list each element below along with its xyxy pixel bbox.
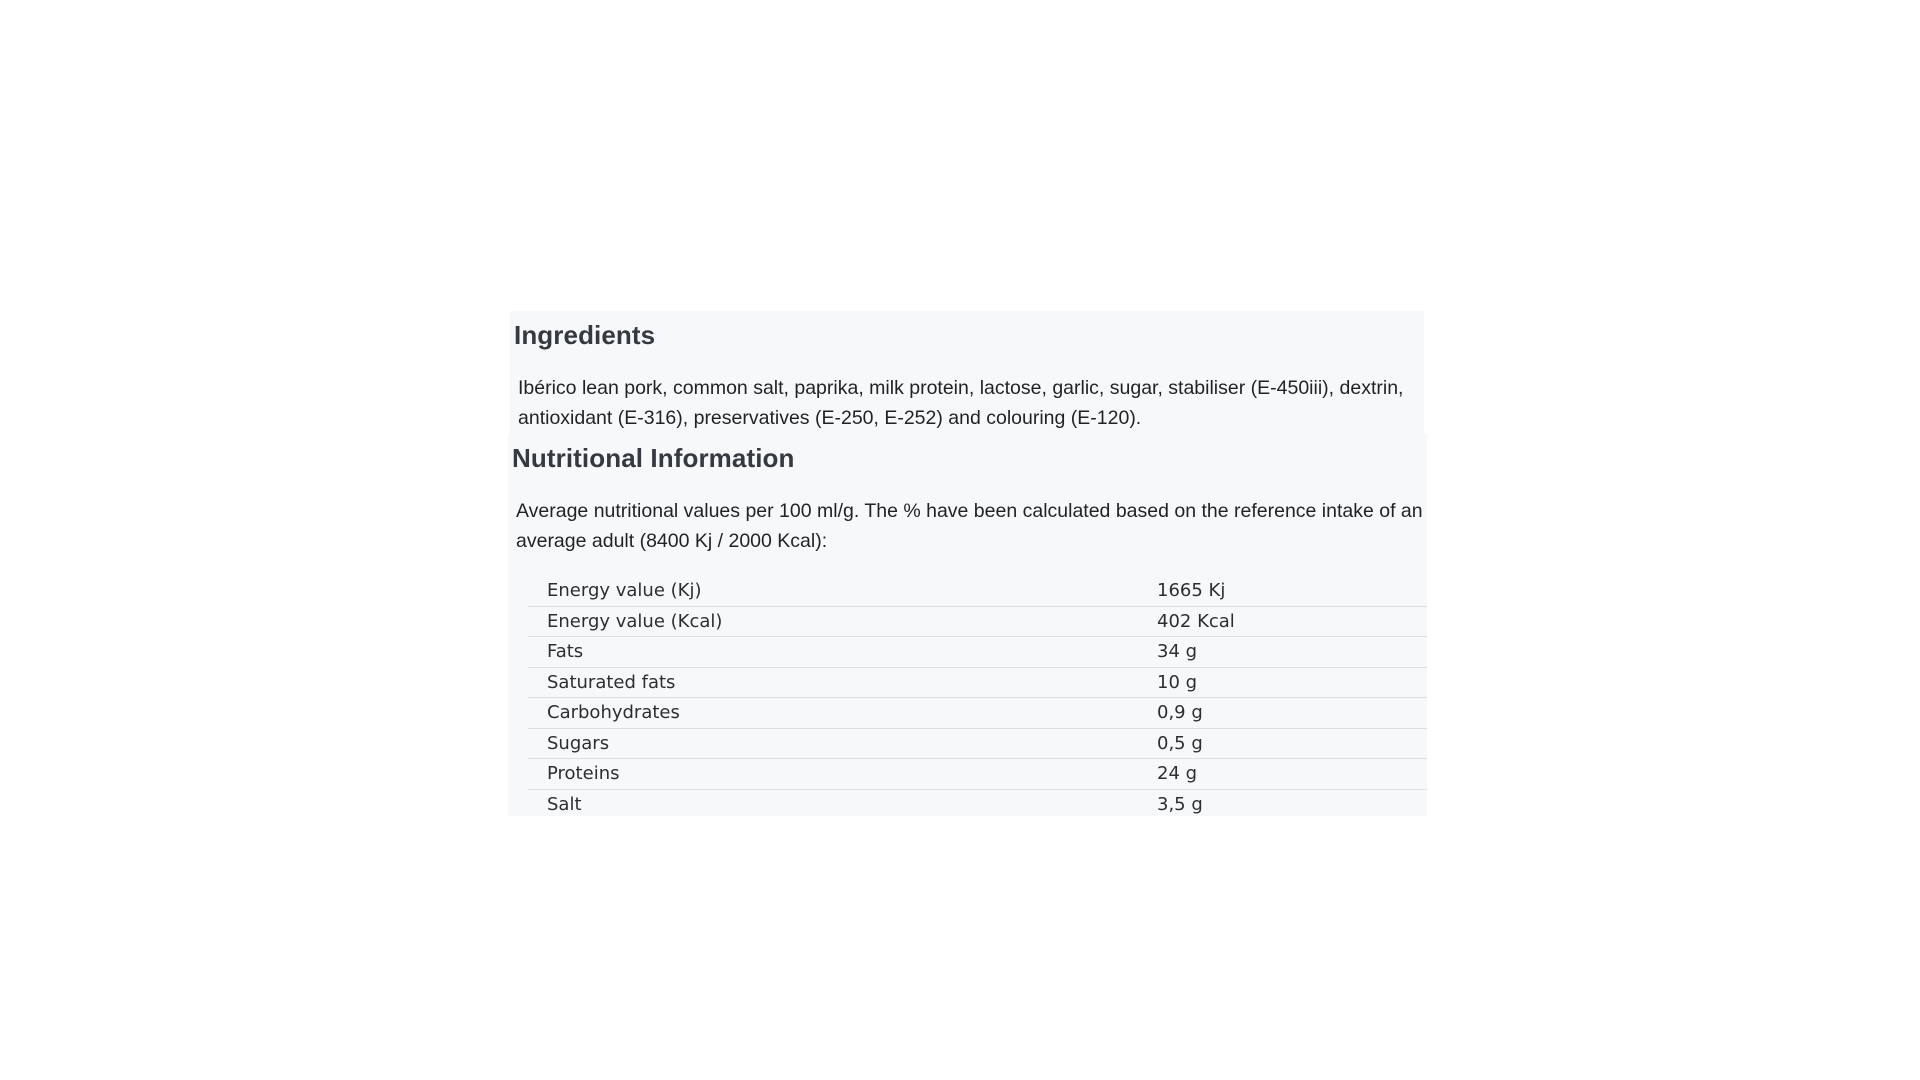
nutrition-table (528, 576, 1427, 819)
nutrition-section (508, 434, 1427, 816)
nutrient-value: 0,9 g (1157, 698, 1427, 729)
nutrient-value: 24 g (1157, 759, 1427, 790)
nutrition-heading: Nutritional Information (512, 443, 795, 473)
nutrient-value: 34 g (1157, 637, 1427, 668)
table-row (528, 789, 1427, 819)
nutrient-value: 10 g (1157, 667, 1427, 698)
nutrient-value: 1665 Kj (1157, 576, 1427, 606)
table-row (528, 606, 1427, 637)
table-row (528, 637, 1427, 668)
nutrition-intro-text: Average nutritional values per 100 ml/g. The % have been calculated based on the reference intake of an average adult (8400 Kj / 2000 Kcal): (516, 500, 1423, 552)
nutrient-name: Proteins (528, 759, 1157, 790)
ingredients-heading: Ingredients (514, 320, 656, 350)
nutrient-name: Fats (528, 637, 1157, 668)
ingredients-text: Ibérico lean pork, common salt, paprika, milk protein, lactose, garlic, sugar, stabiliser (E-450iii), dextrin, antioxidant (E-316), preservatives (E-250, E-252) and colouring (E-120). (518, 377, 1404, 429)
nutrient-name: Energy value (Kcal) (528, 606, 1157, 637)
nutrient-name: Saturated fats (528, 667, 1157, 698)
nutrient-name: Salt (547, 793, 582, 815)
nutrient-name: Energy value (Kj) (528, 576, 1157, 606)
nutrient-value: 3,5 g (1157, 793, 1203, 815)
nutrient-value: 0,5 g (1157, 728, 1427, 759)
nutrient-name: Carbohydrates (528, 698, 1157, 729)
nutrient-name: Sugars (528, 728, 1157, 759)
ingredients-section (510, 311, 1424, 434)
table-row (528, 576, 1427, 606)
table-row (528, 759, 1427, 790)
table-row (528, 698, 1427, 729)
table-row (528, 667, 1427, 698)
nutrient-value: 402 Kcal (1157, 606, 1427, 637)
table-row (528, 728, 1427, 759)
